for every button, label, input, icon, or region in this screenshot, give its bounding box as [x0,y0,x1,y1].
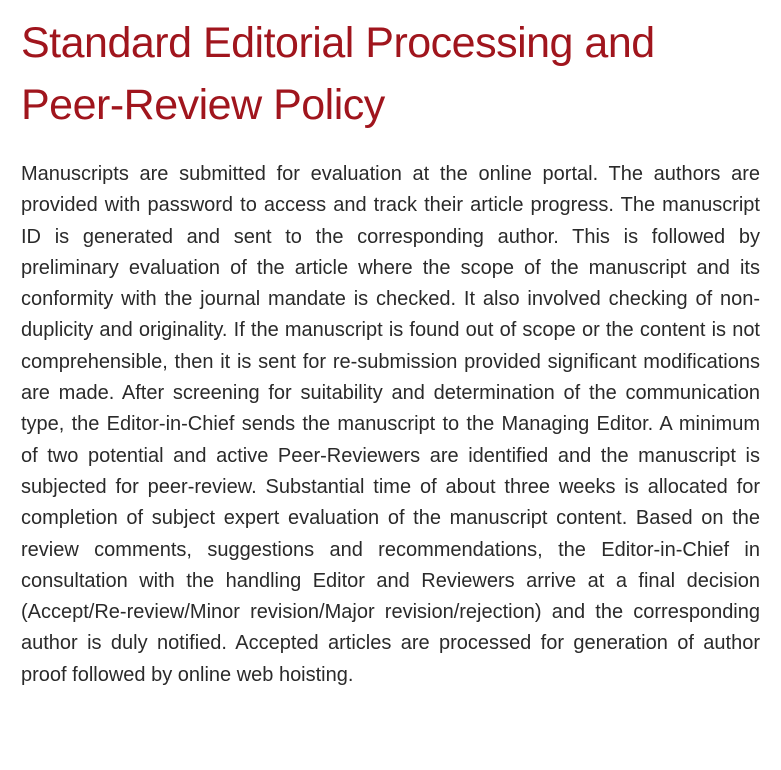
page-title: Standard Editorial Processing and Peer-Review Policy [21,19,655,129]
policy-section [21,12,760,691]
policy-paragraph: Manuscripts are submitted for evaluation at the online portal. The authors are provided with password to access and track their article progress. The manuscript ID is generated and sent to the corresponding author. This is followed by preliminary evaluation of the article where the scope of the manuscript and its conformity with the journal mandate is checked. It also involved checking of non-duplicity and originality. If the manuscript is found out of scope or the content is not comprehensible, then it is sent for re-submission provided significant modifications are made. After screening for suitability and determination of the communication type, the Editor-in-Chief sends the manuscript to the Managing Editor. A minimum of two potential and active Peer-Reviewers are identified and the manuscript is subjected for peer-review. Substantial time of about three weeks is allocated for completion of subject expert evaluation of the manuscript content. Based on the review comments, suggestions and recommendations, the Editor-in-Chief in consultation with the handling Editor and Reviewers arrive at a final decision (Accept/Re-review/Minor revision/Major revision/rejection) and the corresponding author is duly notified. Accepted articles are processed for generation of author proof followed by online web hoisting. [21,163,760,686]
